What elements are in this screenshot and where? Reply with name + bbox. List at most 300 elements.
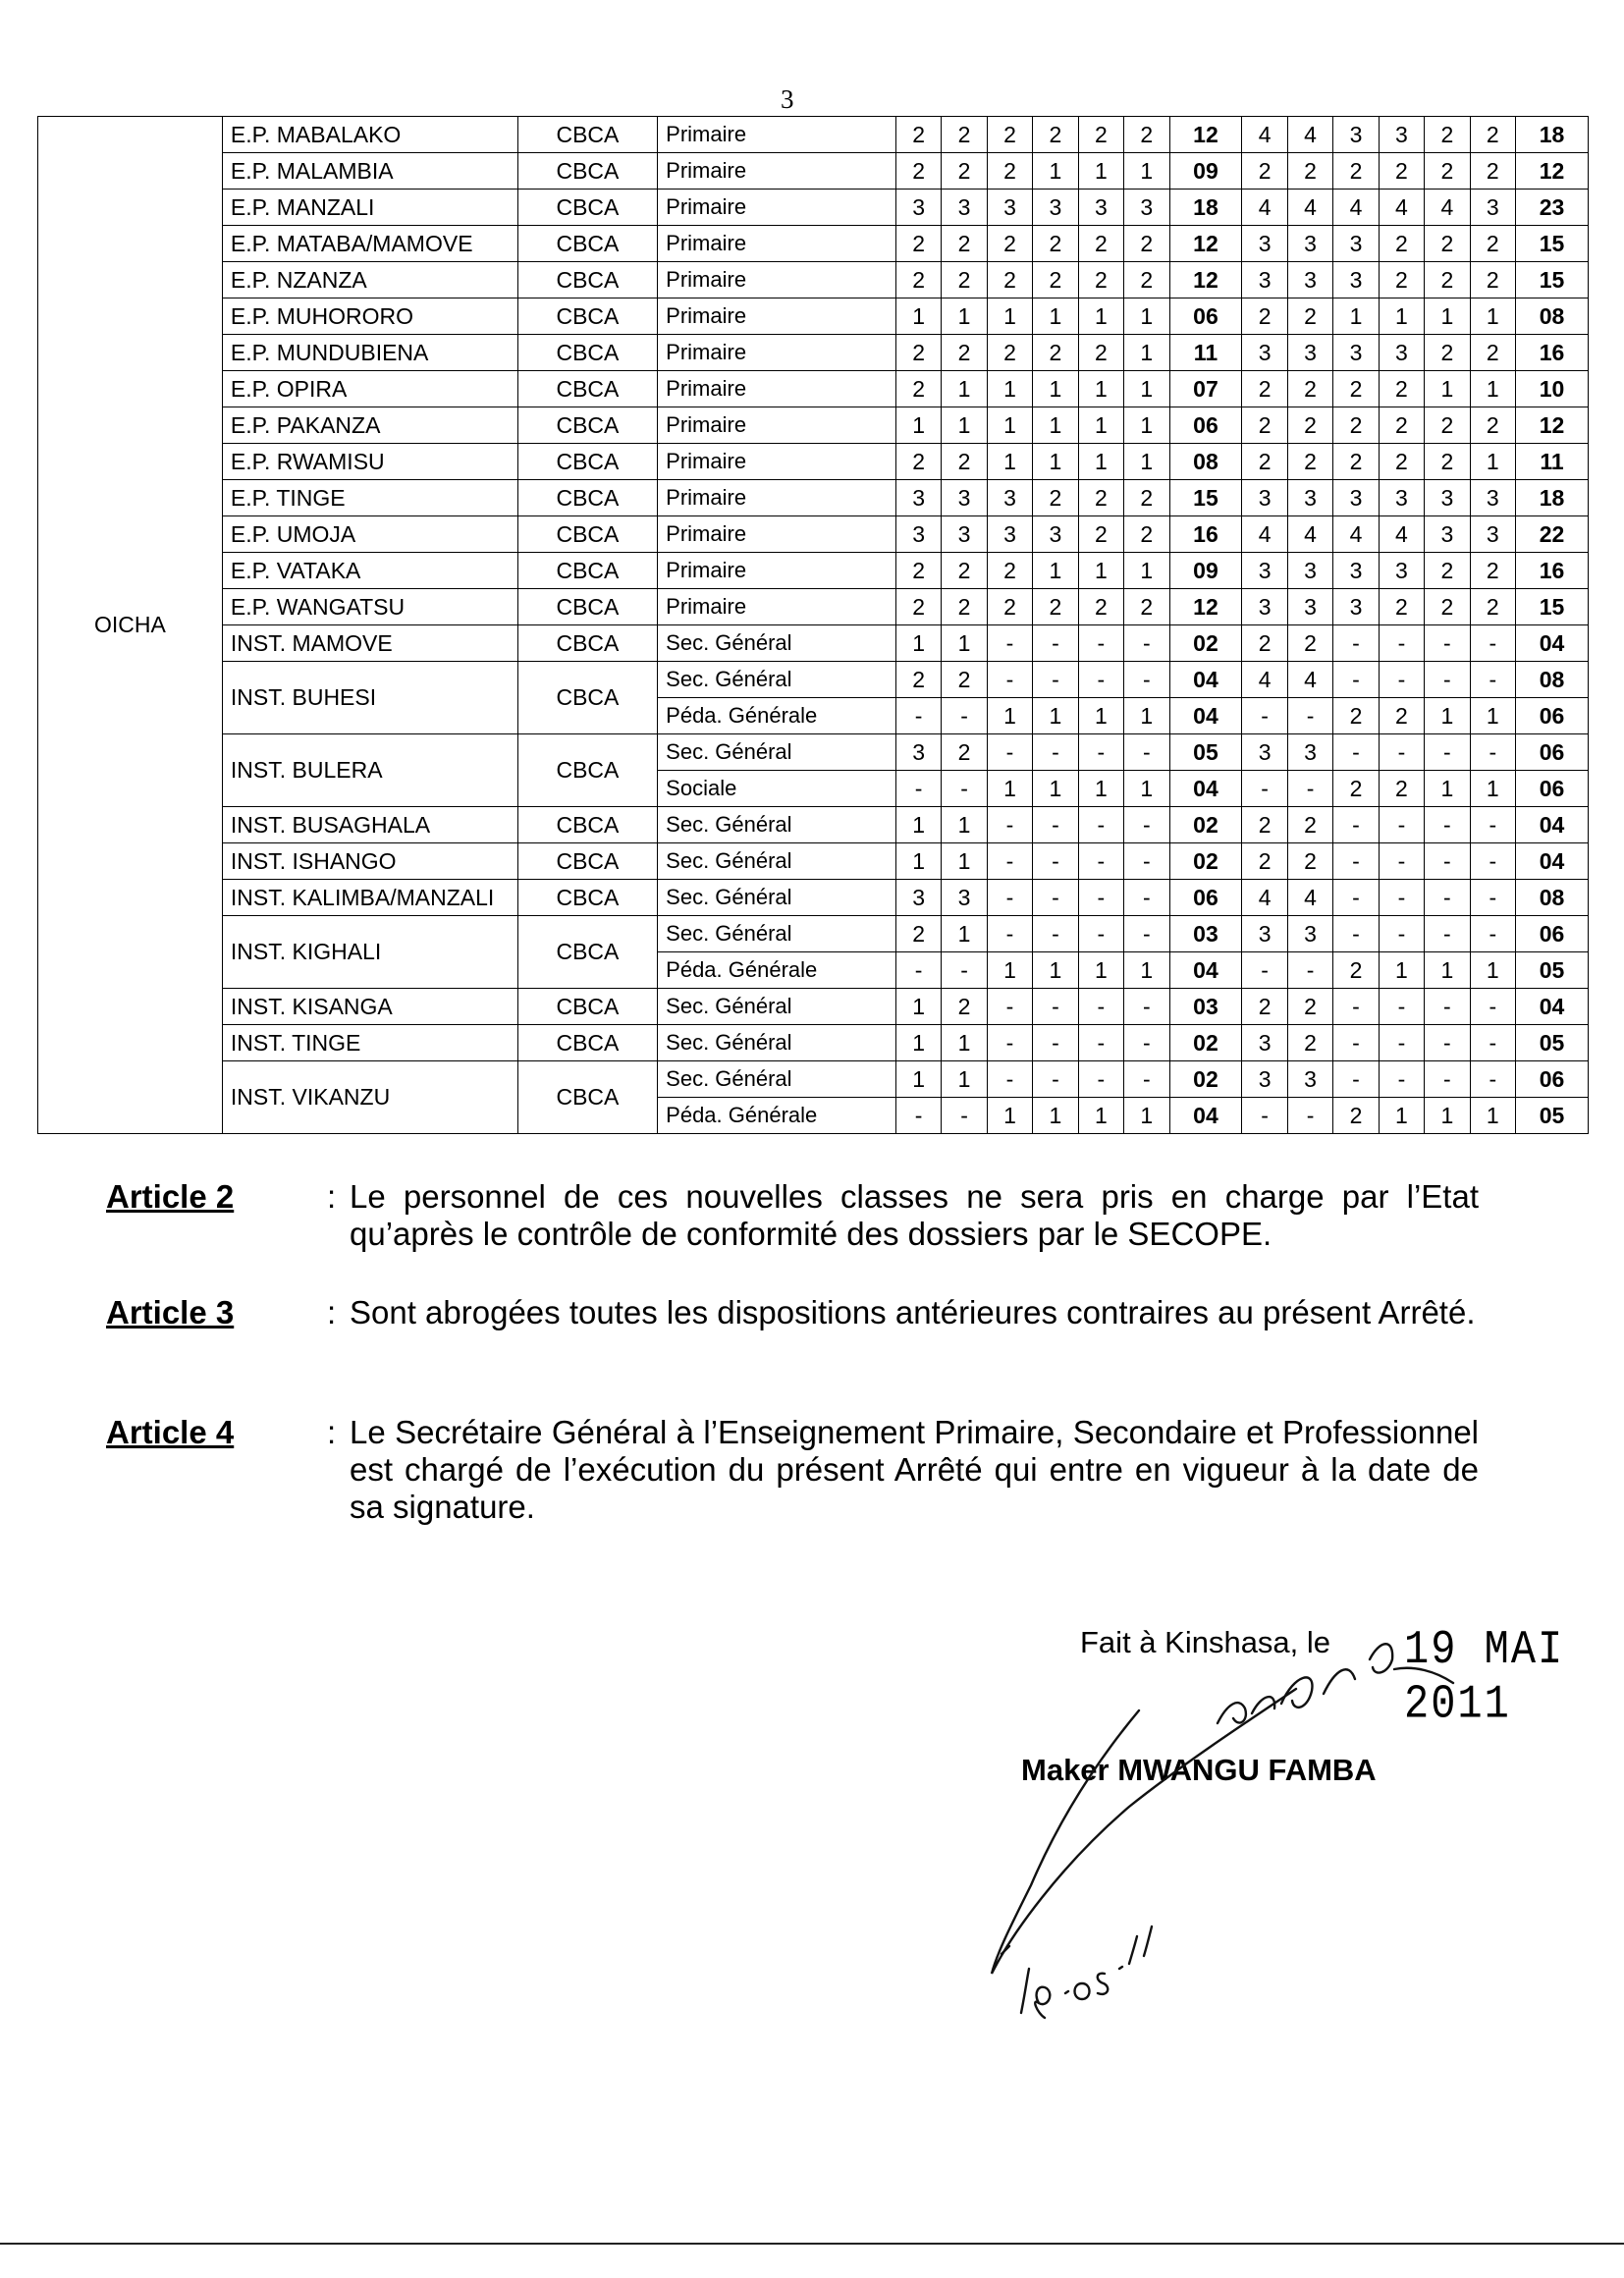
school-name-cell: INST. KIGHALI xyxy=(222,916,517,989)
count-cell: - xyxy=(1470,916,1515,952)
count-cell: 2 xyxy=(1287,625,1332,662)
school-name-cell: E.P. MATABA/MAMOVE xyxy=(222,226,517,262)
count-cell: 2 xyxy=(1287,444,1332,480)
count-cell: 2 xyxy=(987,553,1032,589)
count-cell: - xyxy=(1287,1098,1332,1134)
count-cell: 2 xyxy=(895,589,941,625)
count-cell: - xyxy=(1124,662,1169,698)
count-cell: - xyxy=(1470,1025,1515,1061)
section-cell: Primaire xyxy=(658,516,896,553)
total-cell: 04 xyxy=(1169,952,1242,989)
count-cell: - xyxy=(1033,1061,1078,1098)
count-cell: 1 xyxy=(1124,371,1169,407)
count-cell: - xyxy=(1379,1025,1424,1061)
count-cell: 2 xyxy=(987,117,1032,153)
count-cell: - xyxy=(1333,734,1379,771)
count-cell: - xyxy=(987,916,1032,952)
count-cell: 2 xyxy=(895,117,941,153)
total-cell: 16 xyxy=(1516,553,1589,589)
count-cell: - xyxy=(942,952,987,989)
count-cell: 4 xyxy=(1425,190,1470,226)
count-cell: 2 xyxy=(942,734,987,771)
count-cell: 2 xyxy=(1287,843,1332,880)
count-cell: 2 xyxy=(1078,516,1123,553)
count-cell: 2 xyxy=(1379,153,1424,190)
count-cell: 2 xyxy=(1470,407,1515,444)
count-cell: 1 xyxy=(942,371,987,407)
network-cell: CBCA xyxy=(517,880,657,916)
count-cell: 3 xyxy=(987,190,1032,226)
count-cell: 2 xyxy=(1425,262,1470,298)
count-cell: 2 xyxy=(1287,1025,1332,1061)
count-cell: 3 xyxy=(1287,1061,1332,1098)
total-cell: 03 xyxy=(1169,989,1242,1025)
count-cell: - xyxy=(1425,880,1470,916)
count-cell: - xyxy=(1425,625,1470,662)
count-cell: 2 xyxy=(1242,807,1287,843)
count-cell: - xyxy=(1033,662,1078,698)
school-name-cell: E.P. MUNDUBIENA xyxy=(222,335,517,371)
school-name-cell: E.P. TINGE xyxy=(222,480,517,516)
count-cell: 3 xyxy=(1333,117,1379,153)
count-cell: - xyxy=(1124,1025,1169,1061)
count-cell: 3 xyxy=(1333,589,1379,625)
count-cell: 3 xyxy=(895,480,941,516)
count-cell: - xyxy=(1425,843,1470,880)
total-cell: 04 xyxy=(1516,807,1589,843)
school-name-cell: E.P. UMOJA xyxy=(222,516,517,553)
count-cell: 1 xyxy=(1425,698,1470,734)
network-cell: CBCA xyxy=(517,298,657,335)
count-cell: 1 xyxy=(1425,952,1470,989)
total-cell: 02 xyxy=(1169,1025,1242,1061)
count-cell: 2 xyxy=(987,262,1032,298)
network-cell: CBCA xyxy=(517,444,657,480)
count-cell: 2 xyxy=(1333,1098,1379,1134)
count-cell: 1 xyxy=(1425,298,1470,335)
count-cell: 2 xyxy=(942,553,987,589)
total-cell: 12 xyxy=(1516,153,1589,190)
count-cell: - xyxy=(987,734,1032,771)
count-cell: - xyxy=(1379,662,1424,698)
count-cell: - xyxy=(1078,880,1123,916)
count-cell: 3 xyxy=(895,880,941,916)
count-cell: 4 xyxy=(1242,516,1287,553)
count-cell: - xyxy=(1425,807,1470,843)
count-cell: 1 xyxy=(1078,298,1123,335)
total-cell: 07 xyxy=(1169,371,1242,407)
count-cell: 1 xyxy=(895,407,941,444)
section-cell: Primaire xyxy=(658,335,896,371)
count-cell: 1 xyxy=(1033,698,1078,734)
count-cell: - xyxy=(1425,916,1470,952)
count-cell: - xyxy=(1078,625,1123,662)
count-cell: 1 xyxy=(1033,952,1078,989)
count-cell: 2 xyxy=(1124,516,1169,553)
count-cell: 3 xyxy=(1287,335,1332,371)
count-cell: 2 xyxy=(1425,153,1470,190)
count-cell: 2 xyxy=(942,444,987,480)
count-cell: - xyxy=(1124,807,1169,843)
section-cell: Péda. Générale xyxy=(658,698,896,734)
total-cell: 04 xyxy=(1169,698,1242,734)
total-cell: 09 xyxy=(1169,153,1242,190)
count-cell: - xyxy=(1242,771,1287,807)
count-cell: - xyxy=(1124,843,1169,880)
count-cell: 2 xyxy=(1379,771,1424,807)
count-cell: 3 xyxy=(987,480,1032,516)
count-cell: 3 xyxy=(895,190,941,226)
section-cell: Sec. Général xyxy=(658,989,896,1025)
total-cell: 15 xyxy=(1169,480,1242,516)
count-cell: 2 xyxy=(1333,371,1379,407)
count-cell: 3 xyxy=(1425,480,1470,516)
count-cell: 2 xyxy=(987,153,1032,190)
count-cell: 1 xyxy=(1078,1098,1123,1134)
count-cell: 1 xyxy=(1124,952,1169,989)
total-cell: 18 xyxy=(1169,190,1242,226)
section-cell: Sec. Général xyxy=(658,807,896,843)
count-cell: 3 xyxy=(942,190,987,226)
count-cell: 2 xyxy=(1425,589,1470,625)
signatory-name: Maker MWANGU FAMBA xyxy=(1021,1753,1377,1787)
count-cell: 2 xyxy=(1379,444,1424,480)
count-cell: 2 xyxy=(1078,589,1123,625)
total-cell: 16 xyxy=(1169,516,1242,553)
count-cell: 2 xyxy=(1033,262,1078,298)
total-cell: 12 xyxy=(1516,407,1589,444)
count-cell: 3 xyxy=(1287,916,1332,952)
section-cell: Péda. Générale xyxy=(658,952,896,989)
article-colon: : xyxy=(327,1294,337,1330)
count-cell: 2 xyxy=(1242,989,1287,1025)
count-cell: 2 xyxy=(1379,262,1424,298)
total-cell: 06 xyxy=(1516,698,1589,734)
count-cell: 2 xyxy=(1425,335,1470,371)
total-cell: 06 xyxy=(1516,1061,1589,1098)
count-cell: 2 xyxy=(1470,262,1515,298)
section-cell: Sec. Général xyxy=(658,880,896,916)
count-cell: 2 xyxy=(1425,444,1470,480)
count-cell: 1 xyxy=(1124,553,1169,589)
count-cell: 1 xyxy=(1470,698,1515,734)
count-cell: 2 xyxy=(1242,625,1287,662)
count-cell: - xyxy=(1425,1025,1470,1061)
count-cell: 2 xyxy=(1287,298,1332,335)
total-cell: 02 xyxy=(1169,625,1242,662)
count-cell: 2 xyxy=(1425,407,1470,444)
total-cell: 06 xyxy=(1516,734,1589,771)
count-cell: - xyxy=(1333,625,1379,662)
school-name-cell: E.P. MALAMBIA xyxy=(222,153,517,190)
network-cell: CBCA xyxy=(517,989,657,1025)
count-cell: - xyxy=(1124,989,1169,1025)
network-cell: CBCA xyxy=(517,589,657,625)
count-cell: - xyxy=(987,989,1032,1025)
count-cell: 1 xyxy=(895,1061,941,1098)
count-cell: 2 xyxy=(1242,444,1287,480)
count-cell: 2 xyxy=(942,153,987,190)
count-cell: 2 xyxy=(1287,807,1332,843)
count-cell: 2 xyxy=(1078,335,1123,371)
section-cell: Primaire xyxy=(658,480,896,516)
count-cell: 2 xyxy=(1033,117,1078,153)
count-cell: - xyxy=(1124,1061,1169,1098)
count-cell: 2 xyxy=(1078,480,1123,516)
count-cell: 2 xyxy=(1379,698,1424,734)
count-cell: 1 xyxy=(1033,771,1078,807)
count-cell: 3 xyxy=(1033,190,1078,226)
school-name-cell: INST. KISANGA xyxy=(222,989,517,1025)
school-name-cell: E.P. OPIRA xyxy=(222,371,517,407)
count-cell: 1 xyxy=(987,371,1032,407)
count-cell: 1 xyxy=(1124,407,1169,444)
count-cell: 1 xyxy=(895,807,941,843)
count-cell: 1 xyxy=(1033,553,1078,589)
school-name-cell: INST. BUHESI xyxy=(222,662,517,734)
count-cell: 1 xyxy=(1470,952,1515,989)
count-cell: 1 xyxy=(987,771,1032,807)
section-cell: Primaire xyxy=(658,153,896,190)
network-cell: CBCA xyxy=(517,662,657,734)
count-cell: 1 xyxy=(987,444,1032,480)
total-cell: 12 xyxy=(1169,589,1242,625)
total-cell: 06 xyxy=(1169,298,1242,335)
count-cell: 3 xyxy=(1333,226,1379,262)
count-cell: 1 xyxy=(987,952,1032,989)
total-cell: 05 xyxy=(1169,734,1242,771)
network-cell: CBCA xyxy=(517,1061,657,1134)
count-cell: 2 xyxy=(895,262,941,298)
count-cell: - xyxy=(1379,1061,1424,1098)
count-cell: 4 xyxy=(1287,662,1332,698)
count-cell: 1 xyxy=(1078,153,1123,190)
count-cell: 2 xyxy=(1333,771,1379,807)
count-cell: 2 xyxy=(895,916,941,952)
section-cell: Sec. Général xyxy=(658,843,896,880)
count-cell: 3 xyxy=(1033,516,1078,553)
count-cell: 4 xyxy=(1333,516,1379,553)
count-cell: - xyxy=(942,771,987,807)
count-cell: 2 xyxy=(1033,226,1078,262)
section-cell: Sec. Général xyxy=(658,1025,896,1061)
count-cell: 1 xyxy=(1470,1098,1515,1134)
count-cell: - xyxy=(1333,662,1379,698)
count-cell: 1 xyxy=(1078,371,1123,407)
count-cell: - xyxy=(1379,916,1424,952)
count-cell: 2 xyxy=(942,989,987,1025)
count-cell: 3 xyxy=(1242,589,1287,625)
count-cell: 2 xyxy=(1379,226,1424,262)
count-cell: - xyxy=(1333,916,1379,952)
count-cell: - xyxy=(1078,843,1123,880)
network-cell: CBCA xyxy=(517,734,657,807)
total-cell: 04 xyxy=(1169,662,1242,698)
count-cell: 1 xyxy=(1124,698,1169,734)
total-cell: 10 xyxy=(1516,371,1589,407)
count-cell: 1 xyxy=(895,625,941,662)
count-cell: 2 xyxy=(1470,589,1515,625)
count-cell: 1 xyxy=(1078,444,1123,480)
count-cell: 2 xyxy=(895,444,941,480)
count-cell: - xyxy=(895,1098,941,1134)
count-cell: - xyxy=(1078,916,1123,952)
total-cell: 04 xyxy=(1516,625,1589,662)
count-cell: 2 xyxy=(942,335,987,371)
count-cell: 2 xyxy=(1470,553,1515,589)
count-cell: 3 xyxy=(1425,516,1470,553)
count-cell: 2 xyxy=(895,226,941,262)
count-cell: - xyxy=(1078,989,1123,1025)
total-cell: 11 xyxy=(1516,444,1589,480)
count-cell: 1 xyxy=(895,989,941,1025)
count-cell: 2 xyxy=(1242,843,1287,880)
count-cell: 2 xyxy=(895,662,941,698)
school-name-cell: INST. MAMOVE xyxy=(222,625,517,662)
count-cell: 3 xyxy=(987,516,1032,553)
count-cell: - xyxy=(1379,807,1424,843)
count-cell: - xyxy=(1333,880,1379,916)
school-name-cell: E.P. MUHORORO xyxy=(222,298,517,335)
network-cell: CBCA xyxy=(517,843,657,880)
total-cell: 08 xyxy=(1516,662,1589,698)
article-colon: : xyxy=(327,1178,337,1215)
place-line: Fait à Kinshasa, le xyxy=(1080,1625,1331,1659)
total-cell: 22 xyxy=(1516,516,1589,553)
count-cell: - xyxy=(1333,1061,1379,1098)
count-cell: 1 xyxy=(1425,371,1470,407)
count-cell: 1 xyxy=(1379,1098,1424,1134)
network-cell: CBCA xyxy=(517,153,657,190)
count-cell: - xyxy=(1033,989,1078,1025)
network-cell: CBCA xyxy=(517,480,657,516)
school-name-cell: E.P. MANZALI xyxy=(222,190,517,226)
count-cell: - xyxy=(1333,989,1379,1025)
total-cell: 06 xyxy=(1169,880,1242,916)
count-cell: 1 xyxy=(1078,698,1123,734)
total-cell: 04 xyxy=(1169,771,1242,807)
count-cell: - xyxy=(1470,1061,1515,1098)
count-cell: 3 xyxy=(1242,1061,1287,1098)
section-cell: Sec. Général xyxy=(658,734,896,771)
section-cell: Primaire xyxy=(658,262,896,298)
count-cell: 1 xyxy=(895,1025,941,1061)
count-cell: 2 xyxy=(1470,153,1515,190)
count-cell: 2 xyxy=(895,553,941,589)
count-cell: 3 xyxy=(1287,553,1332,589)
article-text: Le Secrétaire Général à l’Enseignement Primaire, Secondaire et Professionnel est chargé de l’exécution du présent Arrêté qui entre en vigueur à la date de sa signature. xyxy=(350,1414,1479,1525)
count-cell: 1 xyxy=(1078,952,1123,989)
count-cell: 2 xyxy=(1379,589,1424,625)
count-cell: 2 xyxy=(1379,371,1424,407)
count-cell: - xyxy=(1379,734,1424,771)
count-cell: 1 xyxy=(895,843,941,880)
count-cell: - xyxy=(987,880,1032,916)
count-cell: 1 xyxy=(1470,371,1515,407)
network-cell: CBCA xyxy=(517,516,657,553)
school-name-cell: E.P. NZANZA xyxy=(222,262,517,298)
total-cell: 11 xyxy=(1169,335,1242,371)
count-cell: 1 xyxy=(1033,407,1078,444)
section-cell: Primaire xyxy=(658,117,896,153)
network-cell: CBCA xyxy=(517,117,657,153)
count-cell: 4 xyxy=(1242,117,1287,153)
count-cell: 2 xyxy=(987,226,1032,262)
count-cell: 4 xyxy=(1379,190,1424,226)
school-name-cell: INST. VIKANZU xyxy=(222,1061,517,1134)
count-cell: 3 xyxy=(1242,553,1287,589)
total-cell: 12 xyxy=(1169,226,1242,262)
count-cell: 2 xyxy=(942,117,987,153)
count-cell: - xyxy=(1470,625,1515,662)
count-cell: - xyxy=(1124,625,1169,662)
count-cell: 2 xyxy=(1033,480,1078,516)
count-cell: 2 xyxy=(942,262,987,298)
count-cell: 1 xyxy=(1124,153,1169,190)
count-cell: 3 xyxy=(895,734,941,771)
article-label: Article 2 xyxy=(106,1178,235,1215)
total-cell: 12 xyxy=(1169,262,1242,298)
total-cell: 08 xyxy=(1516,298,1589,335)
school-name-cell: INST. BULERA xyxy=(222,734,517,807)
count-cell: 3 xyxy=(1470,480,1515,516)
total-cell: 05 xyxy=(1516,1025,1589,1061)
count-cell: - xyxy=(1425,662,1470,698)
total-cell: 06 xyxy=(1516,916,1589,952)
total-cell: 02 xyxy=(1169,1061,1242,1098)
section-cell: Primaire xyxy=(658,444,896,480)
total-cell: 15 xyxy=(1516,589,1589,625)
count-cell: 3 xyxy=(1379,117,1424,153)
count-cell: - xyxy=(1379,625,1424,662)
count-cell: - xyxy=(895,952,941,989)
school-name-cell: INST. KALIMBA/MANZALI xyxy=(222,880,517,916)
count-cell: - xyxy=(1078,807,1123,843)
school-name-cell: INST. BUSAGHALA xyxy=(222,807,517,843)
count-cell: 1 xyxy=(1078,407,1123,444)
count-cell: - xyxy=(942,1098,987,1134)
count-cell: - xyxy=(1124,880,1169,916)
network-cell: CBCA xyxy=(517,190,657,226)
count-cell: - xyxy=(987,843,1032,880)
article-colon: : xyxy=(327,1414,337,1450)
count-cell: 2 xyxy=(1425,553,1470,589)
count-cell: 2 xyxy=(1078,117,1123,153)
count-cell: - xyxy=(1078,734,1123,771)
count-cell: 3 xyxy=(1333,553,1379,589)
total-cell: 12 xyxy=(1169,117,1242,153)
count-cell: 1 xyxy=(1078,553,1123,589)
count-cell: 1 xyxy=(1078,771,1123,807)
count-cell: - xyxy=(1033,1025,1078,1061)
count-cell: 1 xyxy=(942,625,987,662)
count-cell: 1 xyxy=(1470,771,1515,807)
count-cell: 3 xyxy=(1287,226,1332,262)
network-cell: CBCA xyxy=(517,226,657,262)
count-cell: 1 xyxy=(942,298,987,335)
count-cell: - xyxy=(1333,1025,1379,1061)
count-cell: 3 xyxy=(1242,734,1287,771)
count-cell: 3 xyxy=(1379,335,1424,371)
article-label: Article 4 xyxy=(106,1414,235,1450)
count-cell: - xyxy=(1033,807,1078,843)
count-cell: 1 xyxy=(987,298,1032,335)
count-cell: 3 xyxy=(1287,589,1332,625)
total-cell: 06 xyxy=(1169,407,1242,444)
total-cell: 02 xyxy=(1169,843,1242,880)
count-cell: - xyxy=(1470,807,1515,843)
count-cell: 2 xyxy=(1333,153,1379,190)
